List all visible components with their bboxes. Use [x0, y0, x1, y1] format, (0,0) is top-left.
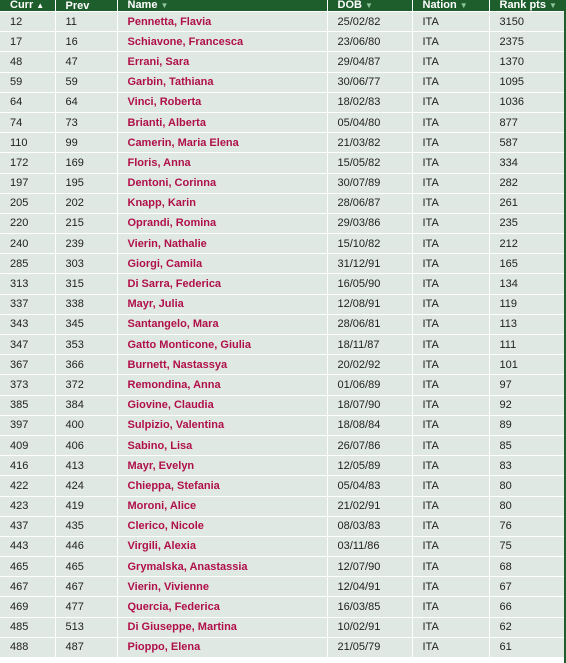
table-row — [0, 395, 564, 415]
cell-prev: 406 — [55, 435, 117, 455]
cell-prev: 477 — [55, 597, 117, 617]
cell-prev: 424 — [55, 476, 117, 496]
cell-dob: 21/05/79 — [327, 637, 412, 657]
player-name-link[interactable]: Errani, Sara — [117, 52, 327, 72]
player-name-link[interactable]: Garbin, Tathiana — [117, 72, 327, 92]
cell-prev: 195 — [55, 173, 117, 193]
table-row — [0, 112, 564, 132]
cell-curr: 343 — [0, 314, 55, 334]
cell-prev: 303 — [55, 254, 117, 274]
table-row — [0, 234, 564, 254]
cell-dob: 18/07/90 — [327, 395, 412, 415]
cell-prev: 73 — [55, 112, 117, 132]
cell-rank-pts: 165 — [489, 254, 564, 274]
cell-rank-pts: 83 — [489, 456, 564, 476]
player-name-link[interactable]: Mayr, Julia — [117, 294, 327, 314]
cell-nation: ITA — [412, 52, 489, 72]
cell-nation: ITA — [412, 577, 489, 597]
table-row — [0, 597, 564, 617]
cell-curr: 367 — [0, 355, 55, 375]
cell-prev: 169 — [55, 153, 117, 173]
cell-nation: ITA — [412, 375, 489, 395]
cell-prev: 465 — [55, 557, 117, 577]
cell-dob: 16/03/85 — [327, 597, 412, 617]
cell-prev: 372 — [55, 375, 117, 395]
table-row — [0, 557, 564, 577]
player-name-link[interactable]: Mayr, Evelyn — [117, 456, 327, 476]
cell-nation: ITA — [412, 294, 489, 314]
cell-rank-pts: 113 — [489, 314, 564, 334]
player-name-link[interactable]: Quercia, Federica — [117, 597, 327, 617]
cell-rank-pts: 68 — [489, 557, 564, 577]
cell-curr: 74 — [0, 112, 55, 132]
cell-dob: 15/10/82 — [327, 234, 412, 254]
cell-prev: 419 — [55, 496, 117, 516]
cell-rank-pts: 67 — [489, 577, 564, 597]
player-name-link[interactable]: Vierin, Vivienne — [117, 577, 327, 597]
table-row — [0, 375, 564, 395]
player-name-link[interactable]: Knapp, Karin — [117, 193, 327, 213]
cell-dob: 16/05/90 — [327, 274, 412, 294]
table-row — [0, 415, 564, 435]
table-row — [0, 577, 564, 597]
cell-dob: 01/06/89 — [327, 375, 412, 395]
cell-nation: ITA — [412, 557, 489, 577]
cell-nation: ITA — [412, 314, 489, 334]
player-name-link[interactable]: Vinci, Roberta — [117, 92, 327, 112]
cell-dob: 08/03/83 — [327, 516, 412, 536]
table-row — [0, 52, 564, 72]
sort-down-icon: ▼ — [160, 1, 169, 10]
cell-nation: ITA — [412, 617, 489, 637]
player-name-link[interactable]: Floris, Anna — [117, 153, 327, 173]
player-name-link[interactable]: Gatto Monticone, Giulia — [117, 335, 327, 355]
cell-dob: 18/11/87 — [327, 335, 412, 355]
player-name-link[interactable]: Di Sarra, Federica — [117, 274, 327, 294]
cell-prev: 16 — [55, 32, 117, 52]
cell-prev: 400 — [55, 415, 117, 435]
cell-rank-pts: 85 — [489, 435, 564, 455]
table-row — [0, 516, 564, 536]
cell-curr: 409 — [0, 435, 55, 455]
table-row — [0, 456, 564, 476]
player-name-link[interactable]: Moroni, Alice — [117, 496, 327, 516]
cell-prev: 99 — [55, 133, 117, 153]
header-row — [0, 0, 564, 12]
column-header-nation[interactable] — [412, 0, 489, 12]
cell-curr: 240 — [0, 234, 55, 254]
cell-curr: 197 — [0, 173, 55, 193]
cell-dob: 21/03/82 — [327, 133, 412, 153]
cell-prev: 435 — [55, 516, 117, 536]
cell-rank-pts: 134 — [489, 274, 564, 294]
column-header-dob-label: DOB — [337, 0, 362, 11]
cell-dob: 26/07/86 — [327, 435, 412, 455]
player-name-link[interactable]: Sulpizio, Valentina — [117, 415, 327, 435]
cell-dob: 25/02/82 — [327, 12, 412, 32]
cell-curr: 48 — [0, 52, 55, 72]
cell-nation: ITA — [412, 32, 489, 52]
cell-curr: 313 — [0, 274, 55, 294]
cell-dob: 12/08/91 — [327, 294, 412, 314]
cell-rank-pts: 587 — [489, 133, 564, 153]
cell-curr: 485 — [0, 617, 55, 637]
table-row — [0, 12, 564, 32]
column-header-prev[interactable] — [55, 0, 117, 12]
table-body — [0, 12, 564, 658]
cell-curr: 488 — [0, 637, 55, 657]
cell-curr: 172 — [0, 153, 55, 173]
cell-rank-pts: 119 — [489, 294, 564, 314]
cell-curr: 337 — [0, 294, 55, 314]
cell-nation: ITA — [412, 637, 489, 657]
cell-prev: 366 — [55, 355, 117, 375]
table-row — [0, 435, 564, 455]
cell-curr: 12 — [0, 12, 55, 32]
player-name-link[interactable]: Chieppa, Stefania — [117, 476, 327, 496]
cell-dob: 23/06/80 — [327, 32, 412, 52]
cell-prev: 467 — [55, 577, 117, 597]
player-name-link[interactable]: Oprandi, Romina — [117, 213, 327, 233]
cell-dob: 12/05/89 — [327, 456, 412, 476]
cell-dob: 03/11/86 — [327, 536, 412, 556]
cell-rank-pts: 62 — [489, 617, 564, 637]
cell-nation: ITA — [412, 173, 489, 193]
cell-rank-pts: 61 — [489, 637, 564, 657]
table-row — [0, 355, 564, 375]
cell-dob: 18/08/84 — [327, 415, 412, 435]
cell-curr: 467 — [0, 577, 55, 597]
cell-nation: ITA — [412, 153, 489, 173]
table-row — [0, 536, 564, 556]
cell-prev: 47 — [55, 52, 117, 72]
cell-prev: 446 — [55, 536, 117, 556]
table-row — [0, 173, 564, 193]
cell-curr: 205 — [0, 193, 55, 213]
column-header-rank-pts[interactable] — [489, 0, 564, 12]
cell-rank-pts: 1370 — [489, 52, 564, 72]
table-row — [0, 335, 564, 355]
cell-nation: ITA — [412, 597, 489, 617]
cell-prev: 315 — [55, 274, 117, 294]
cell-curr: 465 — [0, 557, 55, 577]
cell-dob: 28/06/81 — [327, 314, 412, 334]
cell-prev: 239 — [55, 234, 117, 254]
cell-nation: ITA — [412, 456, 489, 476]
cell-dob: 31/12/91 — [327, 254, 412, 274]
sort-up-icon: ▲ — [36, 1, 45, 10]
cell-rank-pts: 3150 — [489, 12, 564, 32]
column-header-nation-label: Nation — [422, 0, 457, 11]
cell-nation: ITA — [412, 355, 489, 375]
player-name-link[interactable]: Pioppo, Elena — [117, 637, 327, 657]
table-row — [0, 193, 564, 213]
column-header-name[interactable] — [117, 0, 327, 12]
cell-rank-pts: 97 — [489, 375, 564, 395]
cell-prev: 413 — [55, 456, 117, 476]
cell-prev: 338 — [55, 294, 117, 314]
player-name-link[interactable]: Dentoni, Corinna — [117, 173, 327, 193]
cell-dob: 28/06/87 — [327, 193, 412, 213]
cell-curr: 373 — [0, 375, 55, 395]
cell-rank-pts: 235 — [489, 213, 564, 233]
player-name-link[interactable]: Giovine, Claudia — [117, 395, 327, 415]
table-row — [0, 617, 564, 637]
cell-dob: 12/04/91 — [327, 577, 412, 597]
cell-curr: 64 — [0, 92, 55, 112]
cell-rank-pts: 75 — [489, 536, 564, 556]
sort-down-icon: ▼ — [364, 1, 373, 10]
cell-rank-pts: 1036 — [489, 92, 564, 112]
cell-nation: ITA — [412, 496, 489, 516]
table-header — [0, 0, 564, 12]
table-row — [0, 32, 564, 52]
cell-rank-pts: 80 — [489, 496, 564, 516]
cell-dob: 15/05/82 — [327, 153, 412, 173]
cell-dob: 21/02/91 — [327, 496, 412, 516]
column-header-curr[interactable] — [0, 0, 55, 12]
cell-dob: 30/06/77 — [327, 72, 412, 92]
player-name-link[interactable]: Santangelo, Mara — [117, 314, 327, 334]
column-header-rank-pts-label: Rank pts — [499, 0, 546, 11]
cell-rank-pts: 111 — [489, 335, 564, 355]
sort-down-icon: ▼ — [548, 1, 557, 10]
cell-nation: ITA — [412, 213, 489, 233]
table-row — [0, 314, 564, 334]
player-name-link[interactable]: Burnett, Nastassya — [117, 355, 327, 375]
cell-curr: 443 — [0, 536, 55, 556]
table-row — [0, 637, 564, 657]
column-header-dob[interactable] — [327, 0, 412, 12]
table-row — [0, 213, 564, 233]
player-name-link[interactable]: Grymalska, Anastassia — [117, 557, 327, 577]
player-name-link[interactable]: Schiavone, Francesca — [117, 32, 327, 52]
cell-nation: ITA — [412, 112, 489, 132]
cell-prev: 202 — [55, 193, 117, 213]
cell-dob: 29/03/86 — [327, 213, 412, 233]
cell-dob: 30/07/89 — [327, 173, 412, 193]
table-row — [0, 274, 564, 294]
cell-prev: 64 — [55, 92, 117, 112]
table-row — [0, 294, 564, 314]
cell-rank-pts: 80 — [489, 476, 564, 496]
cell-dob: 18/02/83 — [327, 92, 412, 112]
cell-nation: ITA — [412, 12, 489, 32]
cell-rank-pts: 101 — [489, 355, 564, 375]
cell-curr: 469 — [0, 597, 55, 617]
player-name-link[interactable]: Pennetta, Flavia — [117, 12, 327, 32]
cell-rank-pts: 261 — [489, 193, 564, 213]
cell-nation: ITA — [412, 234, 489, 254]
cell-nation: ITA — [412, 193, 489, 213]
cell-rank-pts: 334 — [489, 153, 564, 173]
cell-nation: ITA — [412, 415, 489, 435]
player-name-link[interactable]: Brianti, Alberta — [117, 112, 327, 132]
cell-curr: 110 — [0, 133, 55, 153]
cell-dob: 29/04/87 — [327, 52, 412, 72]
cell-prev: 513 — [55, 617, 117, 637]
cell-rank-pts: 877 — [489, 112, 564, 132]
player-name-link[interactable]: Virgili, Alexia — [117, 536, 327, 556]
cell-curr: 416 — [0, 456, 55, 476]
table-row — [0, 496, 564, 516]
cell-nation: ITA — [412, 395, 489, 415]
cell-nation: ITA — [412, 133, 489, 153]
player-name-link[interactable]: Clerico, Nicole — [117, 516, 327, 536]
cell-nation: ITA — [412, 335, 489, 355]
column-header-curr-label: Curr — [10, 0, 34, 11]
sort-down-icon: ▼ — [459, 1, 468, 10]
cell-prev: 59 — [55, 72, 117, 92]
cell-curr: 385 — [0, 395, 55, 415]
cell-curr: 59 — [0, 72, 55, 92]
cell-prev: 353 — [55, 335, 117, 355]
cell-nation: ITA — [412, 435, 489, 455]
column-header-prev-label: Prev — [65, 0, 90, 12]
cell-rank-pts: 92 — [489, 395, 564, 415]
player-name-link[interactable]: Sabino, Lisa — [117, 435, 327, 455]
cell-rank-pts: 76 — [489, 516, 564, 536]
cell-nation: ITA — [412, 536, 489, 556]
cell-nation: ITA — [412, 92, 489, 112]
table-row — [0, 476, 564, 496]
table-row — [0, 153, 564, 173]
table-row — [0, 92, 564, 112]
table-row — [0, 254, 564, 274]
cell-rank-pts: 212 — [489, 234, 564, 254]
cell-rank-pts: 1095 — [489, 72, 564, 92]
player-name-link[interactable]: Remondina, Anna — [117, 375, 327, 395]
cell-curr: 423 — [0, 496, 55, 516]
cell-prev: 215 — [55, 213, 117, 233]
column-header-name-label: Name — [127, 0, 158, 11]
cell-dob: 10/02/91 — [327, 617, 412, 637]
player-name-link[interactable]: Di Giuseppe, Martina — [117, 617, 327, 637]
cell-curr: 397 — [0, 415, 55, 435]
table-row — [0, 72, 564, 92]
cell-nation: ITA — [412, 274, 489, 294]
player-name-link[interactable]: Vierin, Nathalie — [117, 234, 327, 254]
cell-dob: 12/07/90 — [327, 557, 412, 577]
cell-curr: 347 — [0, 335, 55, 355]
cell-nation: ITA — [412, 516, 489, 536]
cell-prev: 384 — [55, 395, 117, 415]
cell-rank-pts: 89 — [489, 415, 564, 435]
cell-dob: 05/04/83 — [327, 476, 412, 496]
cell-prev: 487 — [55, 637, 117, 657]
cell-rank-pts: 282 — [489, 173, 564, 193]
cell-curr: 17 — [0, 32, 55, 52]
cell-nation: ITA — [412, 476, 489, 496]
cell-curr: 220 — [0, 213, 55, 233]
cell-nation: ITA — [412, 254, 489, 274]
cell-curr: 437 — [0, 516, 55, 536]
cell-curr: 422 — [0, 476, 55, 496]
player-name-link[interactable]: Giorgi, Camila — [117, 254, 327, 274]
player-name-link[interactable]: Camerin, Maria Elena — [117, 133, 327, 153]
table-row — [0, 133, 564, 153]
cell-dob: 05/04/80 — [327, 112, 412, 132]
cell-rank-pts: 66 — [489, 597, 564, 617]
cell-dob: 20/02/92 — [327, 355, 412, 375]
cell-rank-pts: 2375 — [489, 32, 564, 52]
cell-nation: ITA — [412, 72, 489, 92]
cell-prev: 11 — [55, 12, 117, 32]
cell-prev: 345 — [55, 314, 117, 334]
cell-curr: 285 — [0, 254, 55, 274]
